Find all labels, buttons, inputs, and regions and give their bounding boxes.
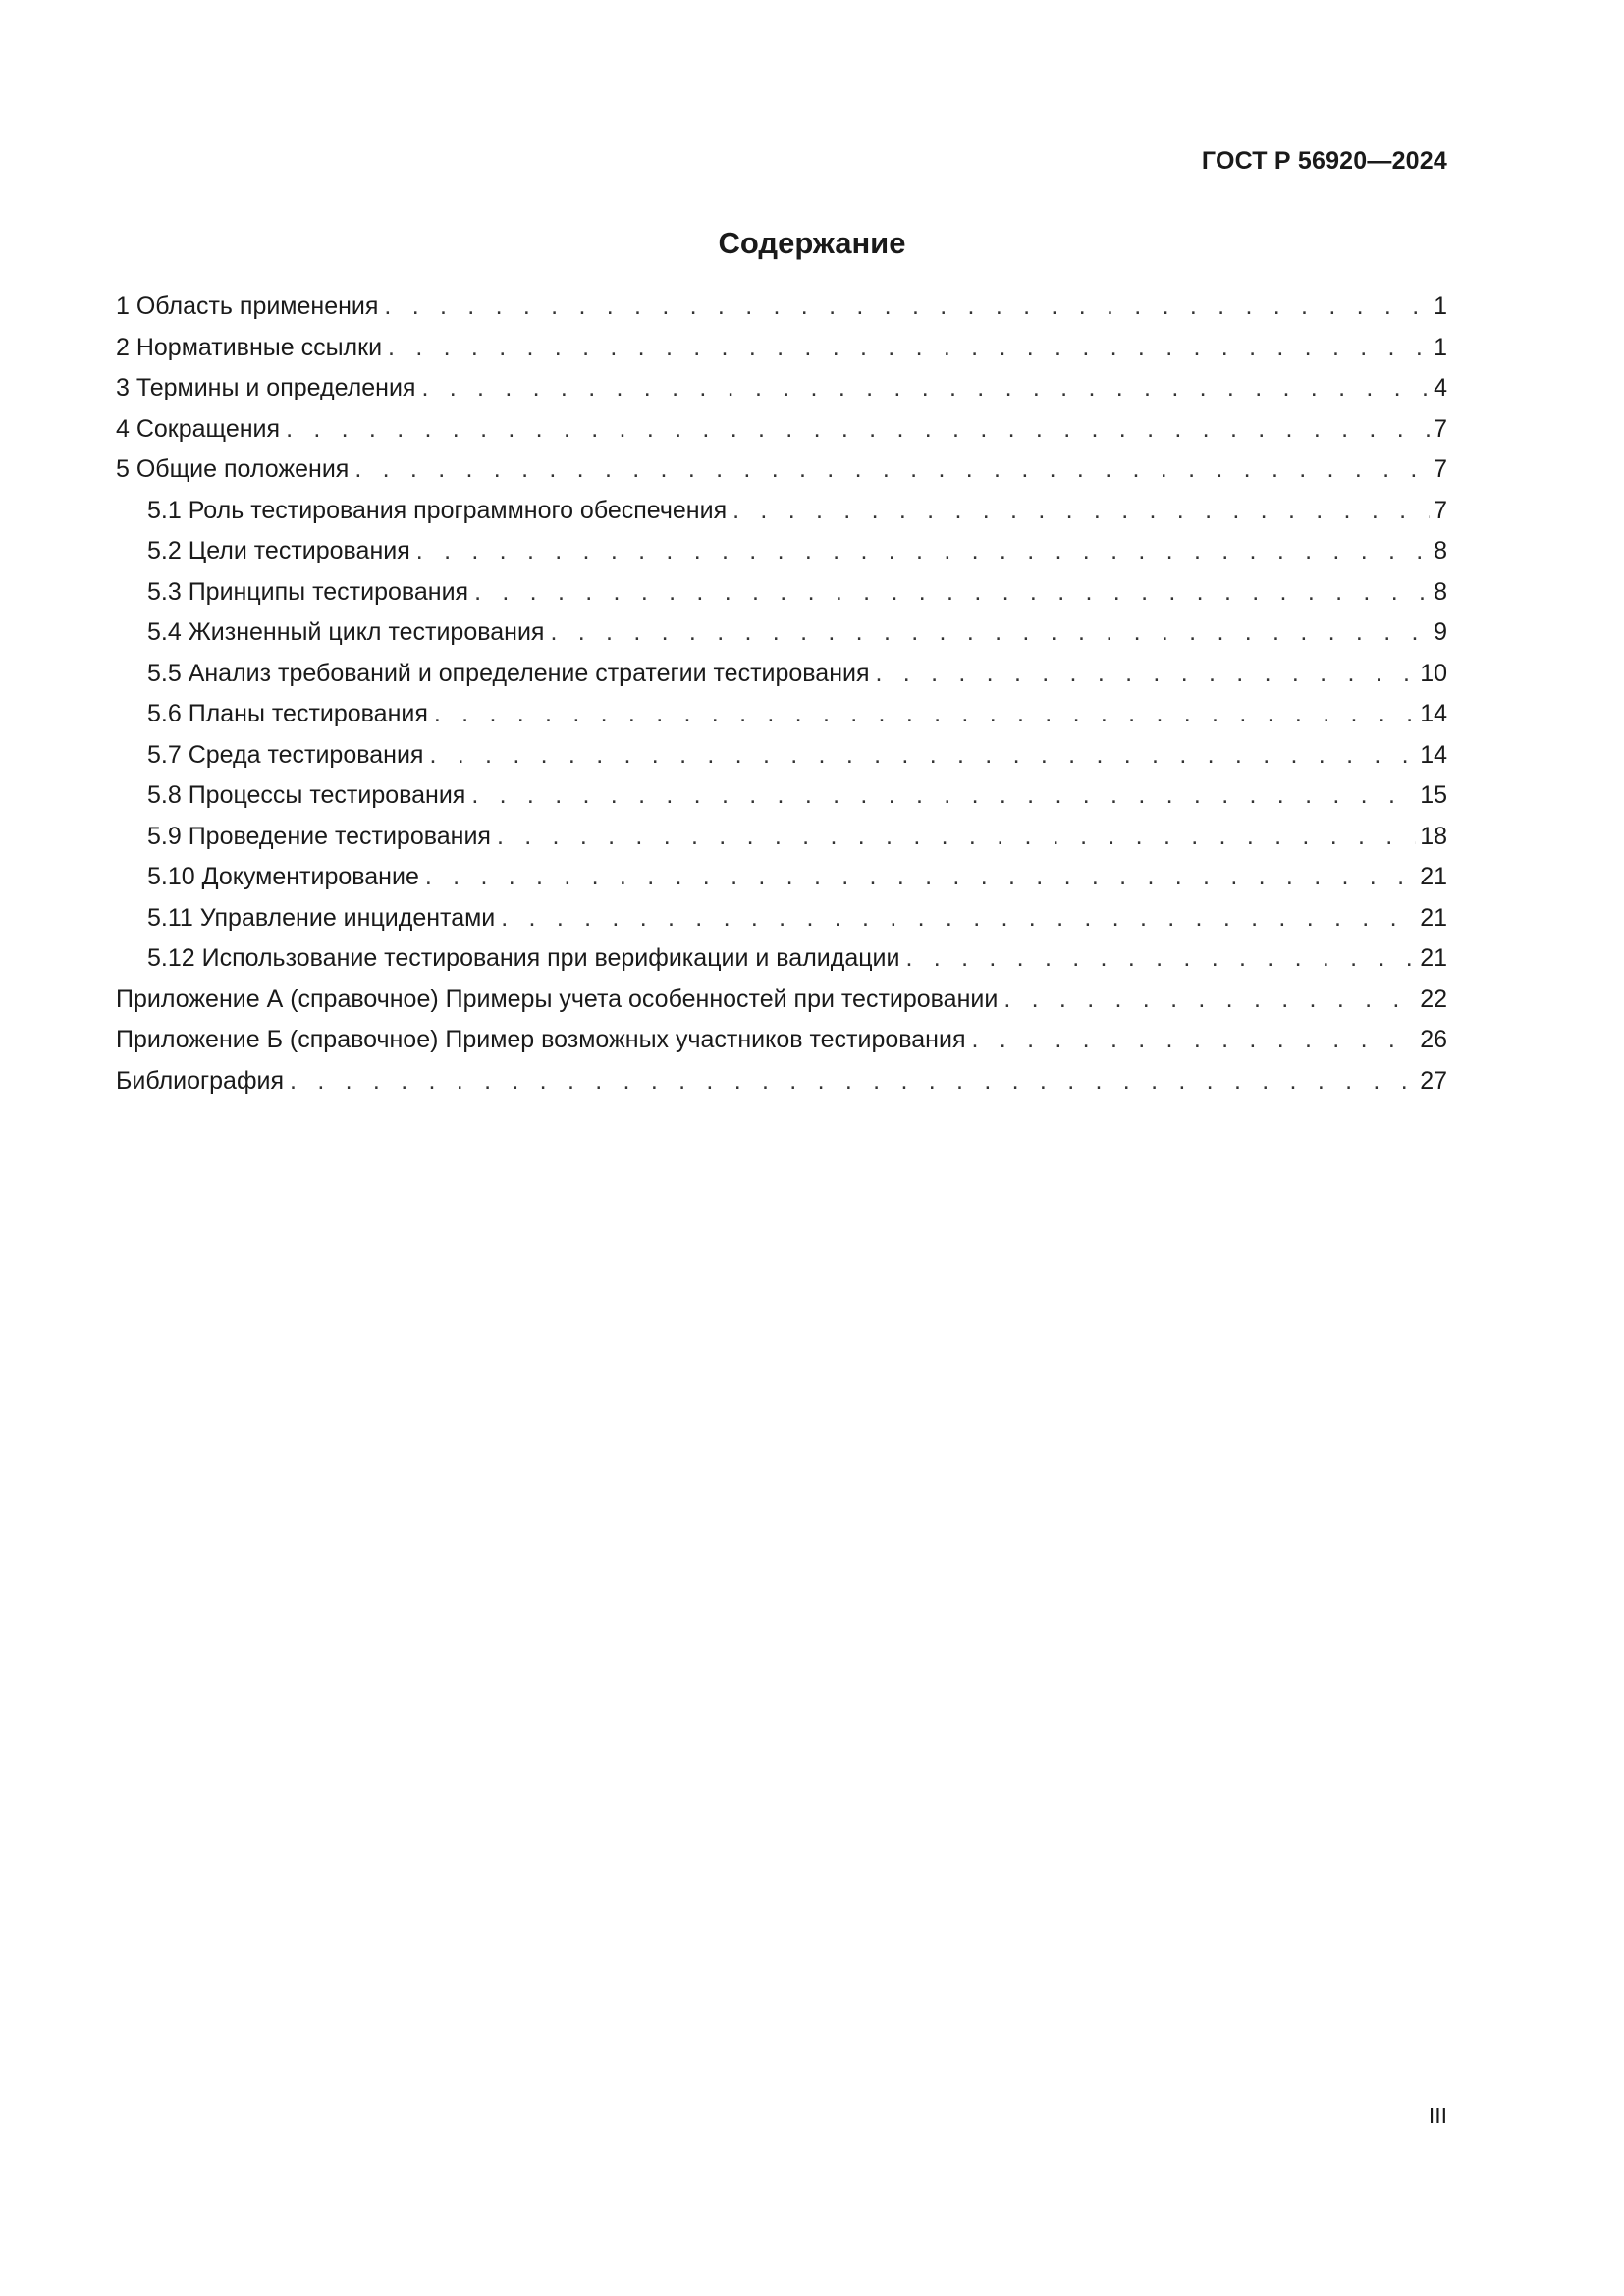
- toc-entry-label: Библиография: [116, 1066, 285, 1095]
- toc-dot-leader: [286, 409, 1430, 451]
- toc-entry[interactable]: [116, 857, 1447, 898]
- toc-entry-label: 5.1 Роль тестирования программного обеспечения: [147, 496, 728, 524]
- toc-entry-label: 1 Область применения: [116, 293, 379, 320]
- toc-dot-leader: [429, 735, 1416, 776]
- toc-dot-leader: [416, 531, 1430, 572]
- toc-entry[interactable]: [116, 817, 1447, 858]
- toc-entry[interactable]: [116, 1061, 1447, 1102]
- toc-dot-leader: [876, 654, 1417, 695]
- table-of-contents: [116, 287, 1447, 1101]
- toc-entry[interactable]: [116, 572, 1447, 614]
- toc-entry-page: 1: [1434, 333, 1447, 361]
- toc-entry-page: 21: [1420, 944, 1447, 972]
- toc-dot-leader: [421, 368, 1430, 409]
- toc-entry-label: 5.10 Документирование: [147, 863, 419, 890]
- toc-entry[interactable]: [116, 898, 1447, 939]
- toc-title: Содержание: [718, 226, 906, 260]
- toc-dot-leader: [384, 287, 1430, 328]
- toc-dot-leader: [434, 694, 1416, 735]
- toc-entry-label: 5.2 Цели тестирования: [147, 537, 410, 564]
- toc-entry-label: 5.5 Анализ требований и определение стратегии тестирования: [147, 659, 870, 687]
- toc-entry-page: 7: [1434, 455, 1447, 483]
- document-standard-id: ГОСТ Р 56920—2024: [1201, 147, 1447, 175]
- toc-entry-label: 5.9 Проведение тестирования: [147, 822, 491, 850]
- toc-entry[interactable]: [116, 694, 1447, 735]
- toc-entry[interactable]: [116, 531, 1447, 572]
- toc-entry-page: 14: [1420, 700, 1447, 727]
- toc-dot-leader: [972, 1020, 1417, 1061]
- toc-dot-leader: [354, 450, 1430, 491]
- toc-dot-leader: [501, 898, 1416, 939]
- toc-entry[interactable]: [116, 1020, 1447, 1061]
- toc-entry-label: 5.12 Использование тестирования при верификации и валидации: [147, 944, 900, 972]
- toc-entry-page: 8: [1434, 537, 1447, 564]
- toc-entry[interactable]: [116, 328, 1447, 369]
- toc-entry-page: 4: [1434, 374, 1447, 401]
- toc-entry-label: 5.6 Планы тестирования: [147, 700, 428, 727]
- toc-dot-leader: [906, 938, 1417, 980]
- toc-entry-label: 5.8 Процессы тестирования: [147, 781, 466, 809]
- toc-dot-leader: [425, 857, 1416, 898]
- toc-entry-page: 10: [1420, 659, 1447, 687]
- toc-dot-leader: [388, 328, 1430, 369]
- toc-dot-leader: [497, 817, 1416, 858]
- toc-entry-page: 8: [1434, 577, 1447, 606]
- toc-entry-page: 1: [1434, 293, 1447, 320]
- toc-entry-page: 21: [1420, 863, 1447, 890]
- page-number: III: [1428, 2103, 1447, 2128]
- toc-entry-page: 22: [1420, 985, 1447, 1013]
- toc-entry[interactable]: [116, 735, 1447, 776]
- toc-dot-leader: [550, 613, 1430, 654]
- toc-dot-leader: [732, 491, 1430, 532]
- toc-entry-label: 5.4 Жизненный цикл тестирования: [147, 618, 545, 646]
- toc-dot-leader: [474, 572, 1430, 614]
- toc-entry-label: 5.11 Управление инцидентами: [147, 903, 496, 932]
- toc-entry[interactable]: [116, 409, 1447, 451]
- toc-entry-page: 7: [1434, 496, 1447, 524]
- toc-entry-label: 4 Сокращения: [116, 414, 281, 443]
- toc-entry-page: 18: [1420, 822, 1447, 850]
- toc-entry-page: 26: [1420, 1026, 1447, 1053]
- toc-entry-label: Приложение Б (справочное) Пример возможных участников тестирования: [116, 1026, 966, 1053]
- toc-entry-page: 21: [1420, 903, 1447, 932]
- toc-entry-label: Приложение А (справочное) Примеры учета особенностей при тестировании: [116, 985, 999, 1013]
- toc-entry-label: 5.3 Принципы тестирования: [147, 577, 469, 606]
- toc-entry-page: 9: [1434, 618, 1447, 646]
- toc-dot-leader: [290, 1061, 1416, 1102]
- toc-entry[interactable]: [116, 491, 1447, 532]
- toc-entry-page: 7: [1434, 414, 1447, 443]
- toc-entry[interactable]: [116, 287, 1447, 328]
- toc-entry[interactable]: [116, 980, 1447, 1021]
- toc-entry-page: 27: [1420, 1066, 1447, 1095]
- toc-entry-page: 14: [1420, 740, 1447, 769]
- toc-entry-page: 15: [1420, 781, 1447, 809]
- toc-entry[interactable]: [116, 938, 1447, 980]
- toc-entry-label: 3 Термины и определения: [116, 374, 416, 401]
- toc-entry[interactable]: [116, 775, 1447, 817]
- toc-entry-label: 2 Нормативные ссылки: [116, 333, 383, 361]
- toc-entry[interactable]: [116, 450, 1447, 491]
- toc-entry-label: 5 Общие положения: [116, 455, 350, 483]
- toc-entry[interactable]: [116, 654, 1447, 695]
- toc-entry[interactable]: [116, 368, 1447, 409]
- toc-entry-label: 5.7 Среда тестирования: [147, 740, 424, 769]
- toc-entry[interactable]: [116, 613, 1447, 654]
- toc-dot-leader: [471, 775, 1416, 817]
- toc-dot-leader: [1003, 980, 1416, 1021]
